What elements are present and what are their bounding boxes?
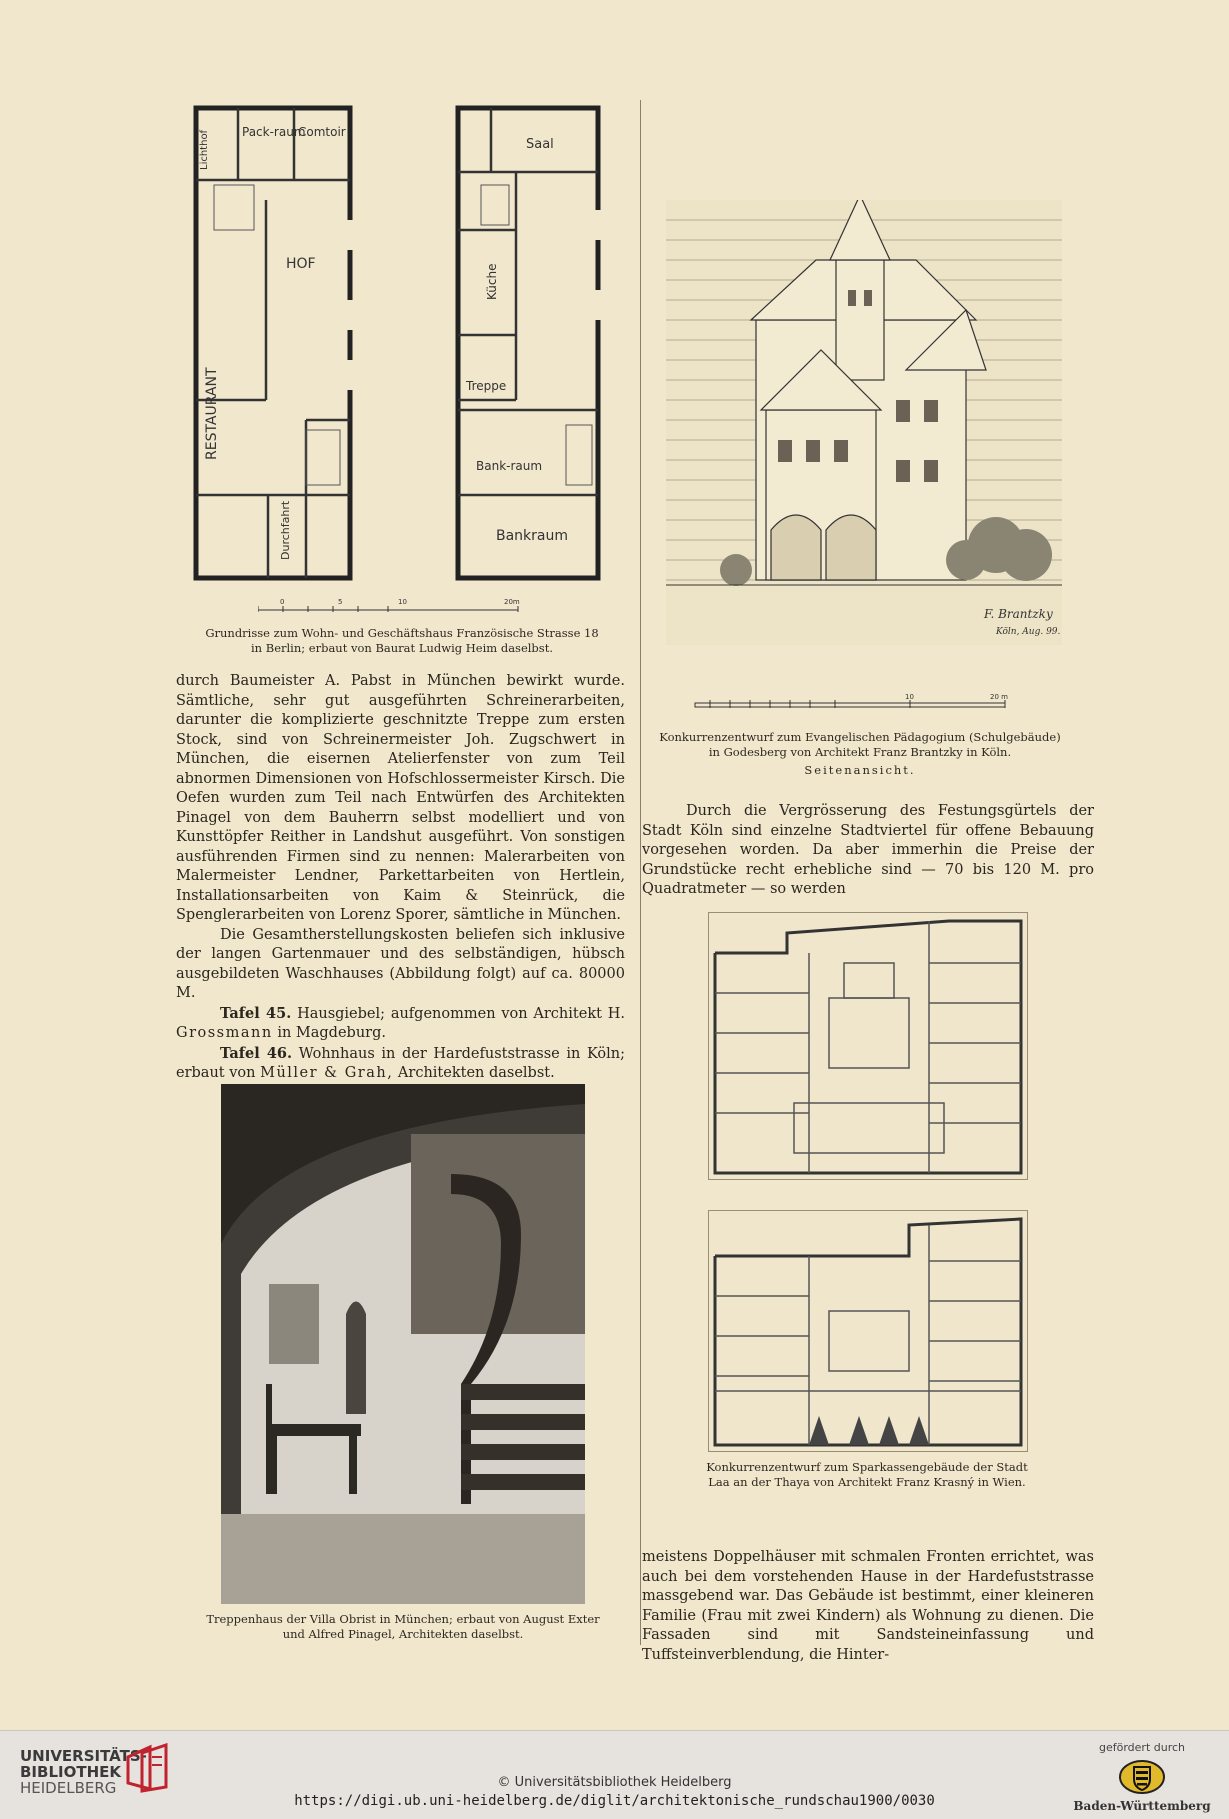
staircase-caption: [176, 1612, 630, 1642]
column-divider: [640, 100, 641, 1645]
tafel-45-label: Tafel 45.: [220, 1004, 292, 1022]
plans-scale-bar: [258, 598, 538, 616]
tafel-46-paragraph: [176, 1044, 625, 1084]
plan-label-hof: HOF: [286, 256, 316, 272]
plan-label-durchfahrt: Durchfahrt: [279, 500, 292, 560]
footer-bar: [0, 1730, 1229, 1819]
left-paragraph-2: Die Gesamtherstellungskosten beliefen sich inklusive der langen Gartenmauer und des selbständigen, hübsch ausgebildeten Waschhauses (Abbildung folgt) auf ca. 80000 M.: [176, 926, 625, 1001]
tafel-46-text-c: Architekten daselbst.: [397, 1065, 555, 1081]
right-body-text-upper: [642, 802, 1094, 900]
elevation-caption-line1: Konkurrenzentwurf zum Evangelischen Pädagogium (Schulgebäude): [659, 730, 1061, 744]
plans-scale-label-10: 10: [398, 598, 407, 606]
right-body-text-lower: [642, 1548, 1094, 1665]
plan-label-packraum-1: Pack-raum: [242, 125, 306, 139]
plans-scale-label-20: 20m: [504, 598, 520, 606]
sparkasse-plan-lower: [708, 1210, 1028, 1452]
plan-label-treppe: Treppe: [466, 379, 507, 393]
left-paragraph-1: durch Baumeister A. Pabst in München bewirkt wurde. Sämtliche, sehr gut ausgeführten Schreinerarbeiten, darunter die komplizierte geschnitzte Treppe zum ersten Stock, sind von Schreinermeister Joh. Zugschwert in München, die eisernen Atelierfenster von zum Teil abnormen Dimensionen von Hofschlossermeister Kirsch. Die Oefen wurden zum Teil nach Entwürfen des Architekten Pinagel von dem Bauherrn selbst modelliert und von Kunsttöpfer Reither in Landshut ausgeführt. Von sonstigen ausführenden Firmen sind zu nennen: Malerarbeiten von Malermeister Lendner, Parkettarbeiten von Hertlein, Installationsarbeiten von Kaim & Steinrück, die Spenglerarbeiten von Lorenz Sporer, sämtliche in München.: [176, 673, 625, 923]
left-body-text: [176, 672, 625, 1084]
elevation-drawing: [666, 200, 1062, 645]
copyright-notice: © Universitätsbibliothek Heidelberg: [497, 1775, 732, 1790]
tafel-45-text-c: in Magdeburg.: [277, 1025, 386, 1041]
sparkasse-caption: [650, 1460, 1084, 1490]
elevation-caption-line3: Seitenansicht.: [804, 763, 916, 777]
right-paragraph-2: meistens Doppelhäuser mit schmalen Fronten errichtet, was auch bei dem vorstehenden Hause in der Hardefuststrasse massgebend war. Das Gebäude ist bestimmt, einer kleineren Familie (Frau mit zwei Kindern) als Wohnung zu dienen. Die Fassaden sind mit Sandsteineinfassung und Tuffsteinverblendung, die Hinter-: [642, 1549, 1094, 1663]
elevation-scale-bar: [690, 694, 1020, 712]
plans-scale-label-0: 0: [280, 598, 285, 606]
plans-caption: [186, 626, 618, 656]
right-paragraph-1: Durch die Vergrösserung des Festungsgürtels der Stadt Köln sind einzelne Stadtviertel für offene Bebauung vorgesehen worden. Da aber immerhin die Preise der Grundstücke recht erhebliche sind — 70 bis 120 M. pro Quadratmeter — so werden: [642, 803, 1094, 897]
plans-caption-line2: in Berlin; erbaut von Baurat Ludwig Heim daselbst.: [251, 641, 553, 655]
funded-by-label: gefördert durch: [1098, 1741, 1186, 1754]
staircase-caption-line2: und Alfred Pinagel, Architekten daselbst.: [282, 1627, 524, 1641]
elevation-signature-place: Köln, Aug. 99.: [996, 627, 1061, 637]
plans-caption-line1: Grundrisse zum Wohn- und Geschäftshaus Französische Strasse 18: [205, 626, 599, 640]
plan-label-kueche: Küche: [485, 263, 499, 300]
elevation-caption: [650, 730, 1070, 778]
tafel-45-text-a: Hausgiebel; aufgenommen von Architekt H.: [297, 1005, 625, 1022]
state-coat-of-arms-icon: [1118, 1759, 1166, 1795]
tafel-46-name: Müller & Grah,: [260, 1065, 394, 1081]
library-name-line3: HEIDELBERG: [20, 1779, 117, 1797]
plan-label-bankraum: Bankraum: [496, 528, 569, 544]
sparkasse-plan-upper: [708, 912, 1028, 1180]
tafel-46-label: Tafel 46.: [220, 1044, 293, 1062]
plan-label-lichthof: Lichthof: [199, 129, 210, 170]
tafel-45-paragraph: [176, 1004, 625, 1044]
plan-label-restaurant: RESTAURANT: [204, 367, 220, 460]
staircase-caption-line1: Treppenhaus der Villa Obrist in München; erbaut von August Exter: [206, 1612, 600, 1626]
document-url-link[interactable]: https://digi.ub.uni-heidelberg.de/diglit/architektonische_rundschau1900/0030: [294, 1793, 935, 1809]
library-name-line1: UNIVERSITÄTS-: [20, 1747, 147, 1765]
tafel-46-text-a: Wohnhaus in der Hardefuststrasse in Köln; erbaut von: [176, 1045, 626, 1081]
elevation-scale-label-10: 10: [905, 694, 914, 701]
plan-label-bankraum-upper: Bank-raum: [476, 459, 543, 473]
elevation-caption-line2: in Godesberg von Architekt Franz Brantzky in Köln.: [708, 745, 1012, 759]
library-name-line2: BIBLIOTHEK: [20, 1763, 121, 1781]
floor-plans-drawing: [186, 100, 618, 620]
plans-scale-label-5: 5: [338, 598, 343, 606]
plan-label-saal: Saal: [526, 137, 554, 152]
elevation-signature: F. Brantzky: [984, 607, 1053, 621]
staircase-photo: [221, 1084, 585, 1604]
sparkasse-caption-line2: Laa an der Thaya von Architekt Franz Krasný in Wien.: [708, 1475, 1026, 1489]
floor-plans-figure: [186, 100, 618, 620]
tafel-45-name: Grossmann: [176, 1025, 273, 1041]
state-name: Baden-Württemberg: [1073, 1799, 1211, 1813]
elevation-scale-label-20: 20 m: [990, 694, 1008, 701]
sparkasse-caption-line1: Konkurrenzentwurf zum Sparkassengebäude der Stadt: [706, 1460, 1028, 1474]
plan-label-comtoir: Comtoir: [298, 125, 346, 139]
